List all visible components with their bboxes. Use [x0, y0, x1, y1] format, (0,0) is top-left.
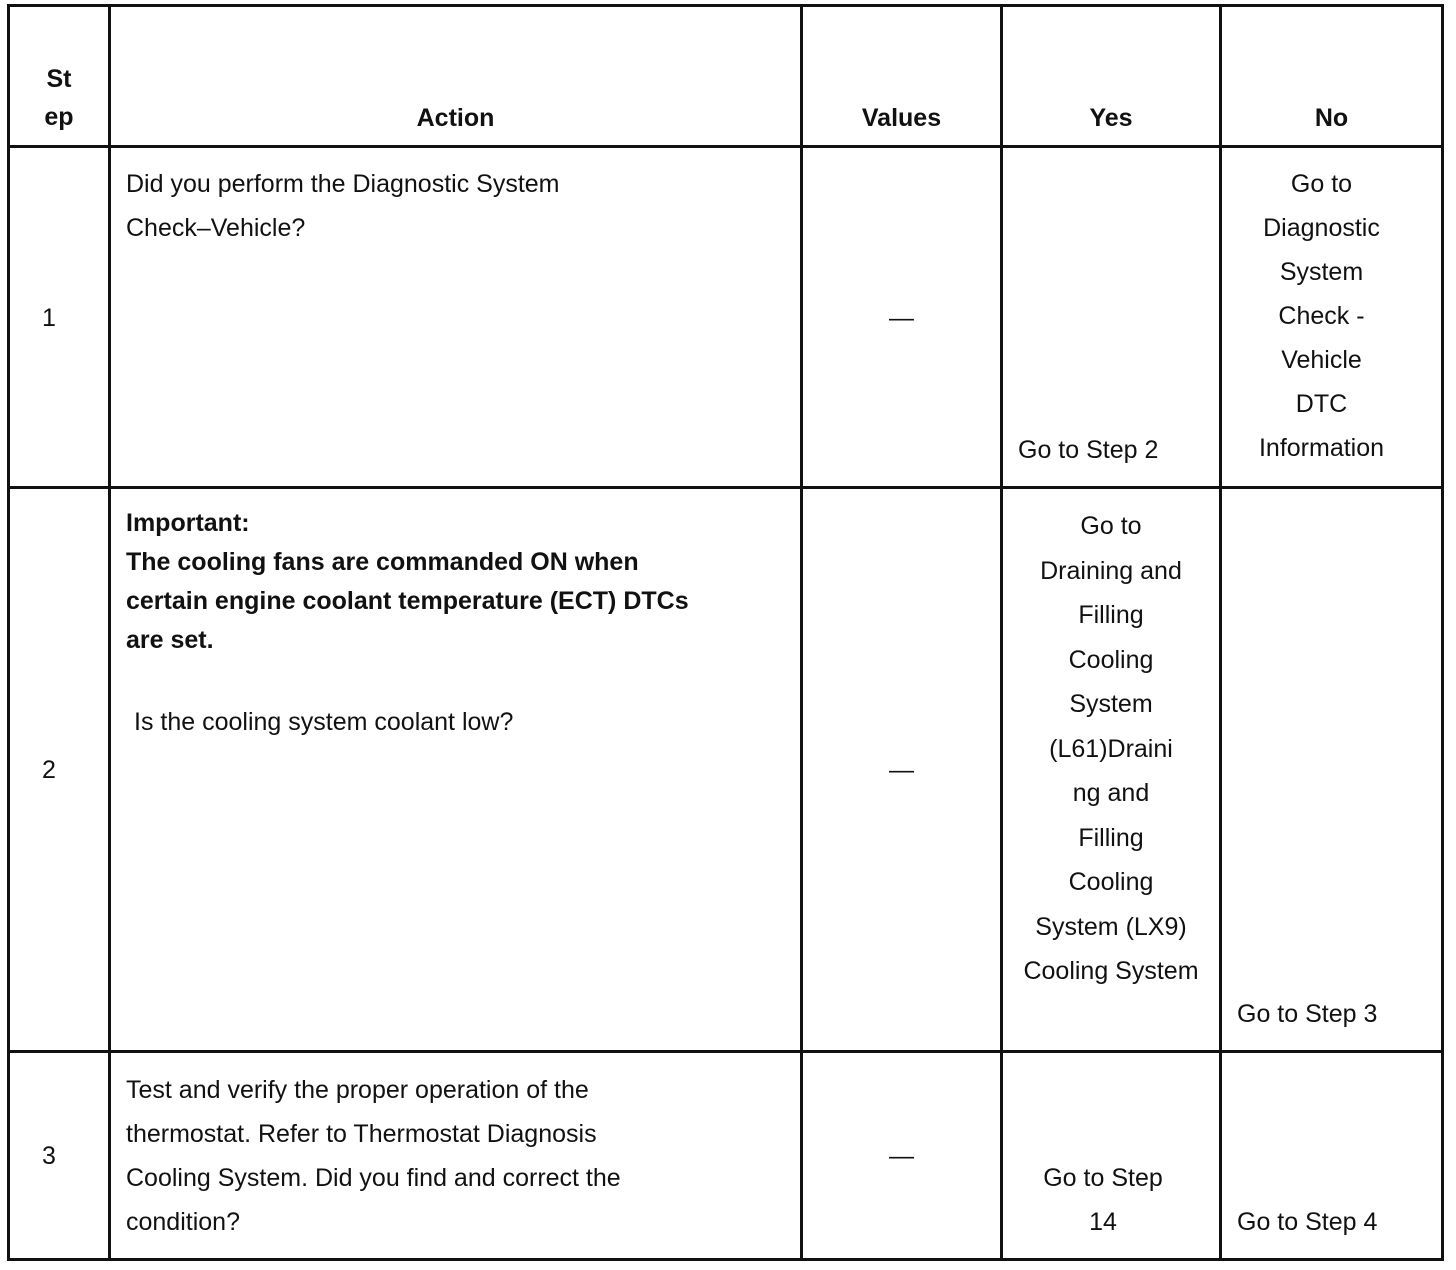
value-dash: —: [889, 1142, 914, 1170]
col-divider-step: [108, 4, 111, 1261]
action-text: [126, 504, 689, 660]
no-link[interactable]: Go to Step 4: [1237, 1208, 1378, 1236]
value-dash: —: [889, 304, 914, 332]
step-number: 1: [42, 304, 56, 332]
yes-link[interactable]: Go to Step 2: [1018, 436, 1159, 464]
link-line: Check -: [1278, 302, 1365, 330]
link-line: Go to Step: [1043, 1164, 1163, 1192]
header-step: [10, 60, 108, 136]
row-divider-2: [7, 1050, 1444, 1053]
link-line: Filling: [1078, 601, 1144, 629]
action-line: condition?: [126, 1208, 240, 1236]
important-line: certain engine coolant temperature (ECT) DTCs: [126, 587, 689, 615]
yes-link[interactable]: [1003, 504, 1219, 994]
link-line: Cooling: [1068, 645, 1154, 674]
table-border-bottom: [7, 1258, 1444, 1261]
link-line: Filling: [1078, 823, 1144, 852]
link-line: 14: [1089, 1208, 1117, 1236]
action-line: Did you perform the Diagnostic System: [126, 170, 560, 198]
header-yes: Yes: [1089, 104, 1133, 132]
header-divider: [7, 145, 1444, 148]
action-line: thermostat. Refer to Thermostat Diagnosis: [126, 1120, 597, 1148]
link-line: Cooling: [1068, 868, 1154, 896]
table-border-left: [7, 4, 10, 1261]
link-line: Draining and: [1040, 556, 1182, 585]
important-line: The cooling fans are commanded ON when: [126, 548, 639, 576]
important-title: Important:: [126, 509, 250, 537]
link-line: Go to: [1290, 170, 1353, 198]
action-text: [126, 1068, 621, 1244]
link-line: DTC: [1295, 390, 1348, 418]
yes-link[interactable]: [1003, 1156, 1203, 1244]
diagnostic-table: [7, 4, 1444, 1261]
important-line: are set.: [126, 626, 214, 654]
table-border-right: [1441, 4, 1444, 1261]
step-number: 3: [42, 1142, 56, 1170]
link-line: Diagnostic: [1263, 214, 1380, 242]
link-line: System: [1069, 690, 1153, 718]
header-no: No: [1314, 104, 1349, 132]
action-line: Test and verify the proper operation of the: [126, 1076, 589, 1104]
action-line: Cooling System. Did you find and correct the: [126, 1164, 621, 1192]
header-action: Action: [416, 104, 495, 132]
link-line: (L61)Draini: [1049, 734, 1173, 763]
action-text: [126, 162, 560, 250]
link-line: Vehicle: [1281, 346, 1362, 374]
header-values: Values: [861, 104, 942, 132]
link-line: Cooling System: [1023, 957, 1199, 985]
link-line: Go to: [1080, 512, 1142, 540]
no-link[interactable]: Go to Step 3: [1237, 1000, 1378, 1028]
question-text: Is the cooling system coolant low?: [134, 708, 514, 736]
col-divider-action: [800, 4, 803, 1261]
no-link[interactable]: [1222, 162, 1421, 470]
row-divider-1: [7, 486, 1444, 489]
header-step-line1: St: [46, 65, 72, 93]
value-dash: —: [889, 756, 914, 784]
link-line: ng and: [1072, 779, 1150, 807]
link-line: Information: [1258, 434, 1385, 462]
table-border-top: [7, 4, 1444, 7]
action-line: Check–Vehicle?: [126, 214, 306, 242]
link-line: System (LX9): [1035, 912, 1187, 941]
step-number: 2: [42, 756, 56, 784]
header-step-line2: ep: [44, 103, 74, 131]
link-line: System: [1279, 258, 1364, 286]
